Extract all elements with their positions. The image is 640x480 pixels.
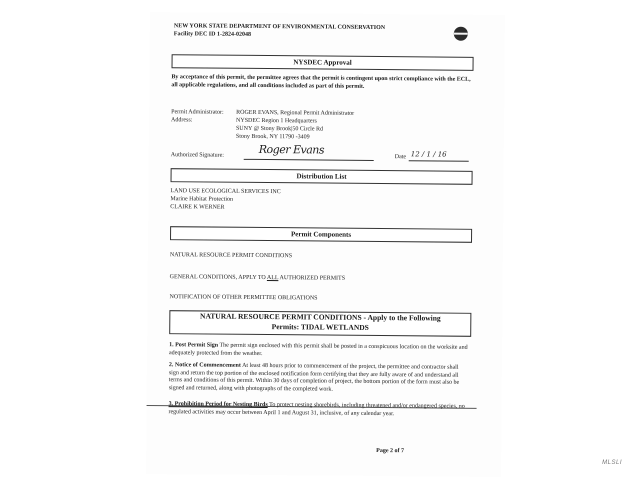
- approval-section-title: NYSDEC Approval: [172, 54, 474, 71]
- conditions-title-box: [169, 310, 471, 337]
- administrator-name: ROGER EVANS, Regional Permit Administrator: [236, 109, 355, 117]
- permit-page: [146, 12, 505, 477]
- dec-seal-icon: [454, 27, 468, 41]
- distribution-item: Marine Habitat Protection: [170, 196, 234, 203]
- administrator-label: Permit Administrator:: [171, 109, 224, 116]
- address-label: Address:: [171, 117, 193, 124]
- address-line-1: NYSDEC Region 1 Headquarters: [236, 117, 317, 125]
- date-label: Date: [394, 154, 407, 161]
- component-item: NOTIFICATION OF OTHER PERMITTEE OBLIGATIONS: [169, 294, 318, 302]
- address-line-3: Stony Brook, NY 11790 -3409: [235, 133, 310, 141]
- date-value: 12 / 1 / 16: [410, 150, 447, 159]
- condition-1-text: The permit sign enclosed with this permit shall be posted in a conspicuous location on the worksite and adequately protected from the weather.: [169, 342, 468, 357]
- approval-statement: By acceptance of this permit, the permittee agrees that the permit is contingent upon strict compliance with the ECL, all applicable regulations, and all conditions included as part of this permit.: [171, 74, 471, 90]
- mls-watermark: MLSLI: [602, 460, 622, 466]
- condition-1: [169, 342, 469, 360]
- condition-2-heading: 2. Notice of Commencement: [168, 362, 241, 369]
- condition-2-text: At least 48 hours prior to commencement of the project, the permittee and contractor shall sign and return the top portion of the enclosed notification form certifying that they are fully aware of and understand all terms and conditions of this permit. Within 30 days of completion of project, the bottom portion of the form must also be signed and returned, along with photographs of the completed work.: [168, 362, 460, 393]
- department-name: NEW YORK STATE DEPARTMENT OF ENVIRONMENTAL CONSERVATION: [173, 23, 386, 32]
- condition-3: [168, 401, 468, 419]
- condition-3-text: To protect nesting shorebirds, including threatened and/or endangered species, no regulated activities may occur between April 1 and August 31, inclusive, of any calendar year.: [168, 402, 465, 417]
- page-number: Page 2 of 7: [376, 447, 405, 455]
- signature-line: [244, 159, 374, 161]
- facility-id: Facility DEC ID 1-2824-02048: [173, 31, 252, 38]
- condition-3-heading: 3. Prohibition Period for Nesting Birds: [168, 401, 268, 409]
- address-line-2: SUNY @ Stony Brook|50 Circle Rd: [235, 125, 324, 133]
- condition-1-heading: 1. Post Permit Sign: [169, 342, 219, 349]
- components-section-title: Permit Components: [170, 226, 472, 243]
- signature-label: Authorized Signature:: [170, 152, 224, 159]
- handwritten-signature: Roger Evans: [258, 142, 325, 157]
- distribution-section-title: Distribution List: [171, 168, 473, 185]
- component-item: NATURAL RESOURCE PERMIT CONDITIONS: [169, 252, 293, 260]
- conditions-title-line1: NATURAL RESOURCE PERMIT CONDITIONS - Apply to the Following: [200, 311, 441, 323]
- distribution-item: CLAIRE K WERNER: [170, 204, 225, 211]
- date-line: [409, 160, 469, 162]
- document-header: [174, 22, 385, 40]
- conditions-title-line2: Permits: TIDAL WETLANDS: [271, 322, 369, 332]
- component-item: GENERAL CONDITIONS, APPLY TO ALL AUTHORIZED PERMITS: [169, 274, 346, 282]
- condition-2: [169, 362, 469, 395]
- distribution-item: LAND USE ECOLOGICAL SERVICES INC: [170, 188, 281, 196]
